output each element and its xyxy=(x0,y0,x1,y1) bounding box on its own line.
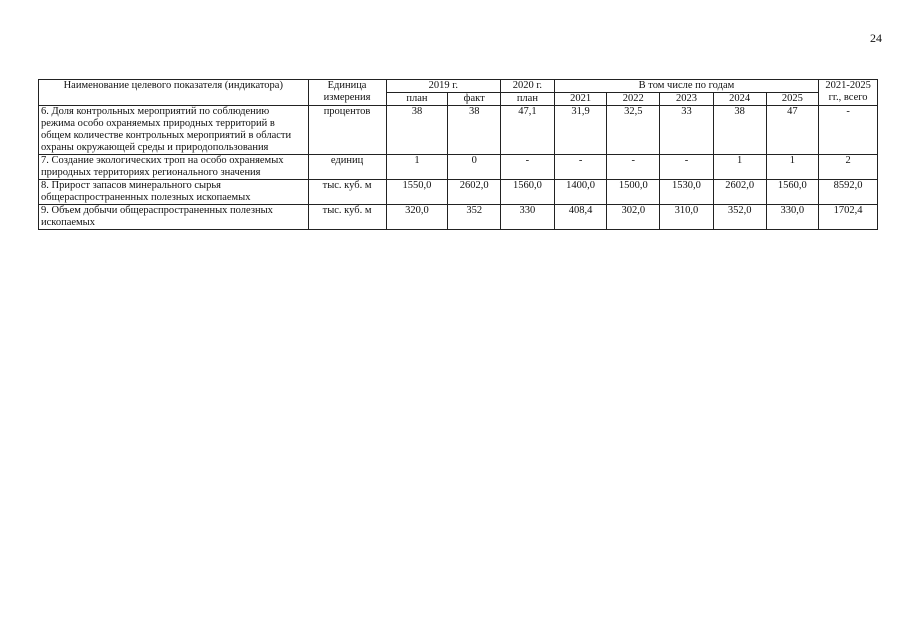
value-total: 8592,0 xyxy=(819,180,878,205)
value-2021: 1400,0 xyxy=(554,180,607,205)
value-2024: 2602,0 xyxy=(713,180,766,205)
value-2025: 47 xyxy=(766,106,819,155)
value-total: - xyxy=(819,106,878,155)
header-by-years: В том числе по годам xyxy=(554,80,818,93)
indicator-name: 9. Объем добычи общераспространенных полезных ископаемых xyxy=(39,205,309,230)
value-2025: 330,0 xyxy=(766,205,819,230)
value-2024: 352,0 xyxy=(713,205,766,230)
header-year-2020: 2020 г. xyxy=(501,80,555,93)
value-fact-2019: 2602,0 xyxy=(448,180,501,205)
value-2022: 32,5 xyxy=(607,106,660,155)
indicator-name: 7. Создание экологических троп на особо охраняемых природных территориях регионального значения xyxy=(39,155,309,180)
value-2021: 31,9 xyxy=(554,106,607,155)
header-plan-2019: план xyxy=(386,93,448,106)
header-unit: Единица измерения xyxy=(308,80,386,106)
value-fact-2019: 352 xyxy=(448,205,501,230)
header-total: 2021-2025 гг., всего xyxy=(819,80,878,106)
value-2024: 1 xyxy=(713,155,766,180)
table-row xyxy=(39,205,878,230)
table-row xyxy=(39,180,878,205)
value-plan-2020: 1560,0 xyxy=(501,180,555,205)
table-row xyxy=(39,106,878,155)
indicator-name: 6. Доля контрольных мероприятий по соблюдению режима особо охраняемых природных территорий в общем количестве контрольных мероприятий в области охраны окружающей среды и природопользования xyxy=(39,106,309,155)
page-number: 24 xyxy=(870,31,882,45)
indicator-unit: процентов xyxy=(308,106,386,155)
value-2023: 1530,0 xyxy=(660,180,714,205)
value-plan-2019: 1550,0 xyxy=(386,180,448,205)
value-plan-2020: 330 xyxy=(501,205,555,230)
header-fact-2019: факт xyxy=(448,93,501,106)
header-2024: 2024 xyxy=(713,93,766,106)
value-2022: 302,0 xyxy=(607,205,660,230)
header-2021: 2021 xyxy=(554,93,607,106)
value-2025: 1 xyxy=(766,155,819,180)
value-2024: 38 xyxy=(713,106,766,155)
indicator-name: 8. Прирост запасов минерального сырья общераспространенных полезных ископаемых xyxy=(39,180,309,205)
value-2022: 1500,0 xyxy=(607,180,660,205)
value-2022: - xyxy=(607,155,660,180)
value-plan-2019: 320,0 xyxy=(386,205,448,230)
value-plan-2019: 38 xyxy=(386,106,448,155)
header-2025: 2025 xyxy=(766,93,819,106)
value-total: 2 xyxy=(819,155,878,180)
value-fact-2019: 0 xyxy=(448,155,501,180)
value-plan-2019: 1 xyxy=(386,155,448,180)
header-plan-2020: план xyxy=(501,93,555,106)
header-year-2019: 2019 г. xyxy=(386,80,500,93)
table-row xyxy=(39,155,878,180)
value-2023: - xyxy=(660,155,714,180)
indicator-unit: тыс. куб. м xyxy=(308,205,386,230)
value-2023: 33 xyxy=(660,106,714,155)
value-2021: - xyxy=(554,155,607,180)
value-plan-2020: 47,1 xyxy=(501,106,555,155)
header-name: Наименование целевого показателя (индикатора) xyxy=(39,80,309,106)
value-plan-2020: - xyxy=(501,155,555,180)
header-row-top xyxy=(39,80,878,93)
indicator-unit: единиц xyxy=(308,155,386,180)
value-2021: 408,4 xyxy=(554,205,607,230)
indicator-unit: тыс. куб. м xyxy=(308,180,386,205)
value-2025: 1560,0 xyxy=(766,180,819,205)
value-fact-2019: 38 xyxy=(448,106,501,155)
value-2023: 310,0 xyxy=(660,205,714,230)
indicators-table xyxy=(38,79,878,230)
value-total: 1702,4 xyxy=(819,205,878,230)
header-2023: 2023 xyxy=(660,93,714,106)
header-2022: 2022 xyxy=(607,93,660,106)
